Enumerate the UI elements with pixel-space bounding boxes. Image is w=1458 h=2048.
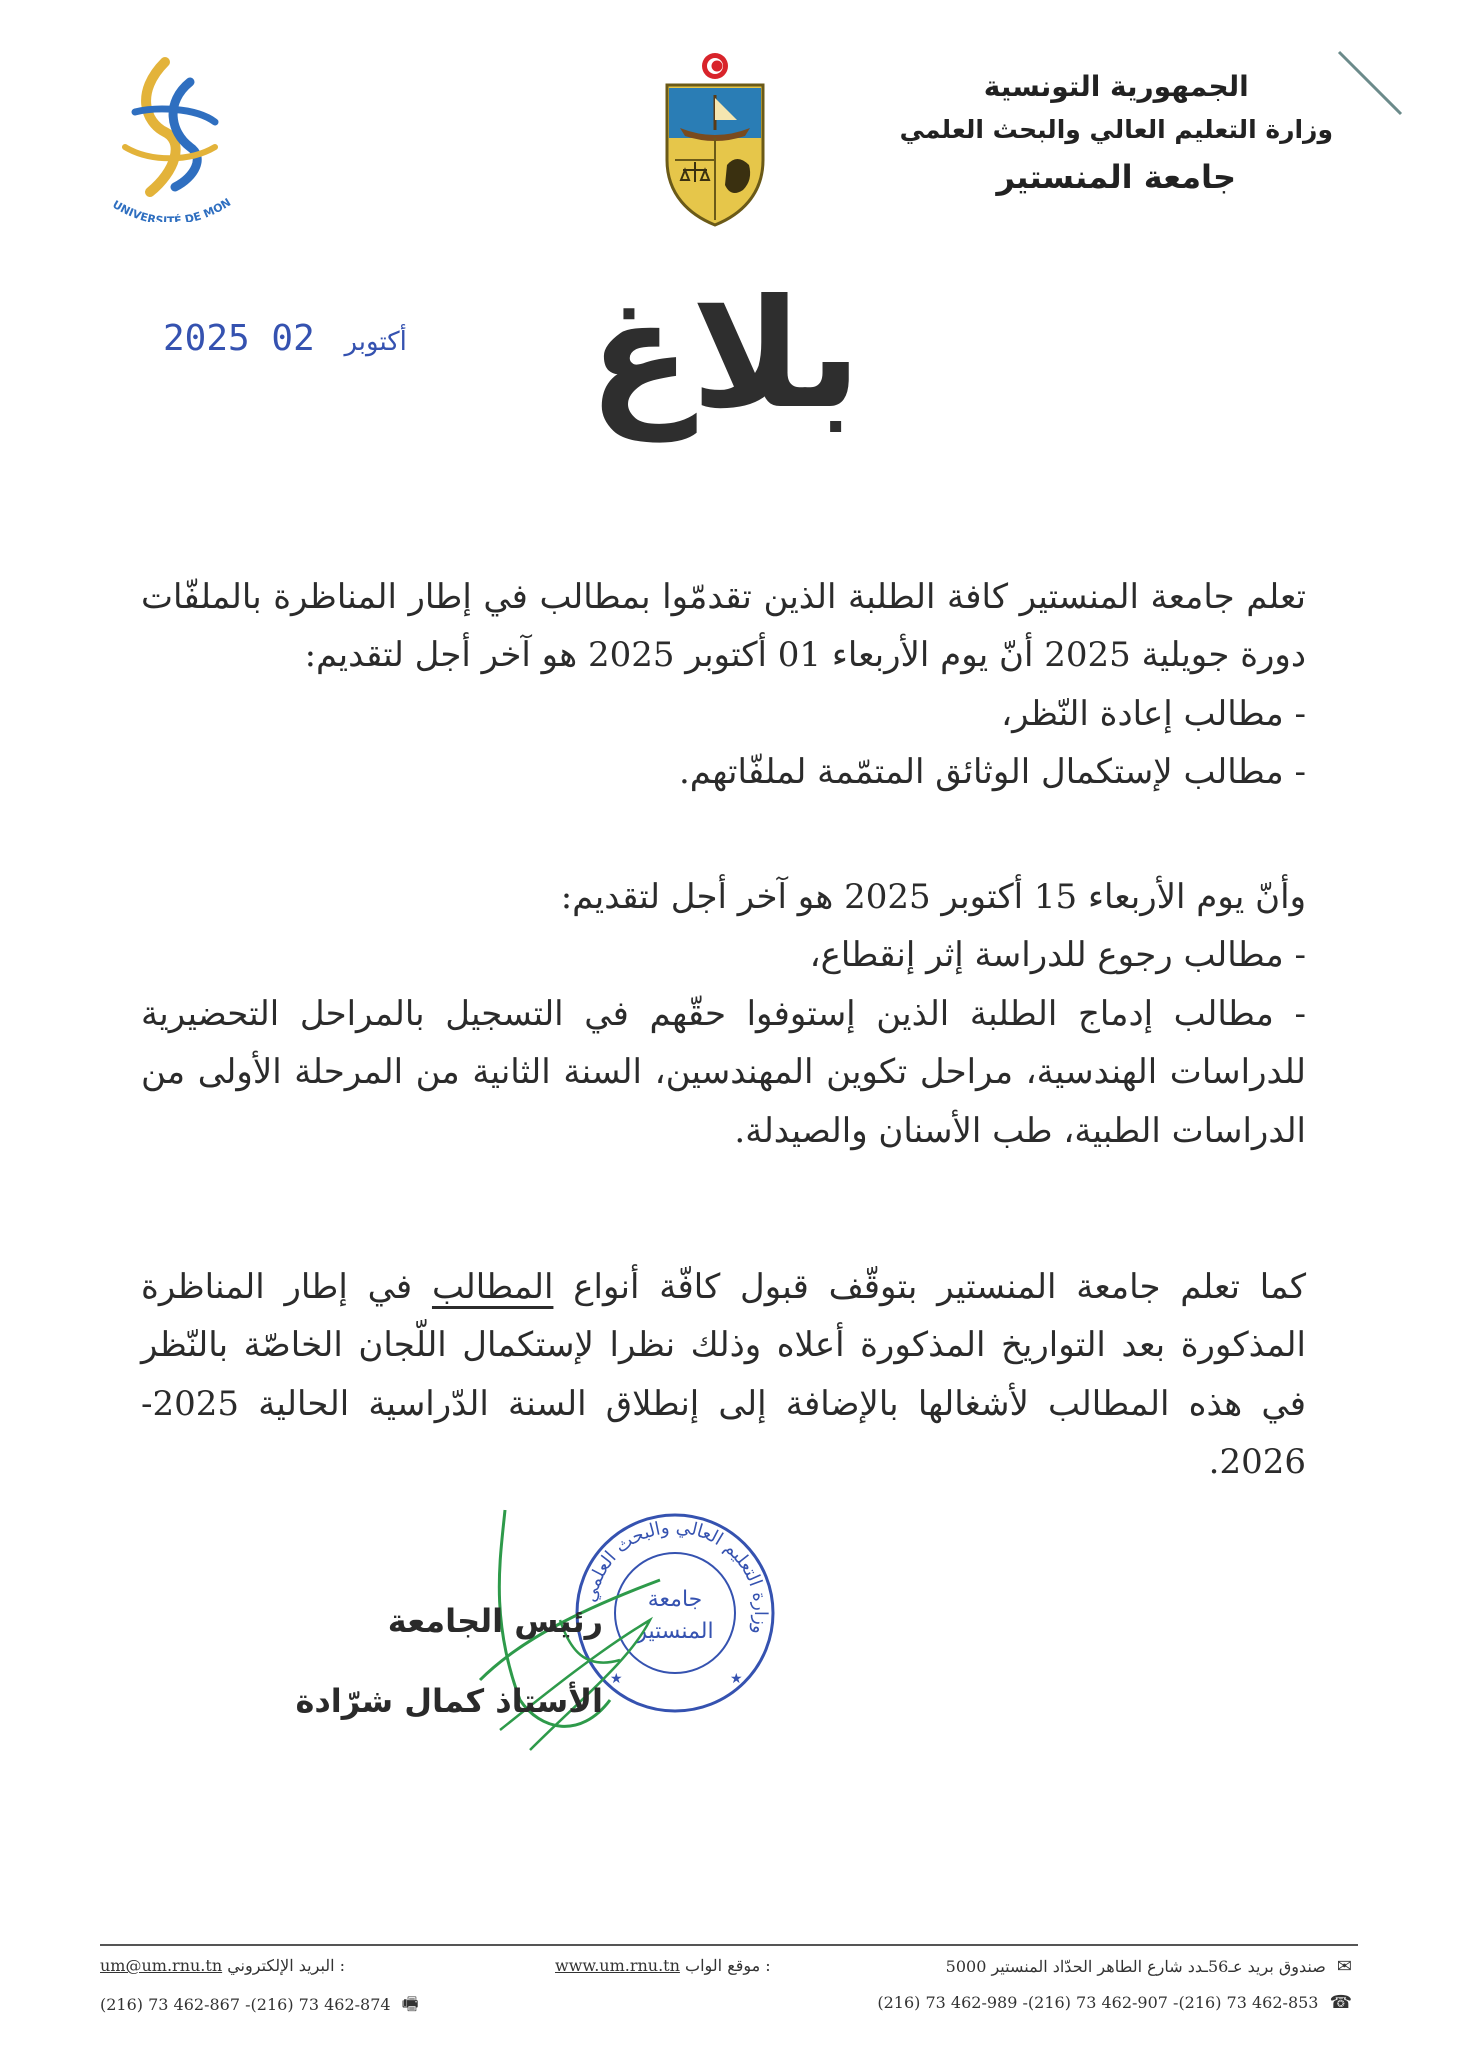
- corner-mark: [1335, 48, 1405, 118]
- header-republic: الجمهورية التونسية: [983, 70, 1249, 103]
- date-day: 02: [271, 318, 315, 359]
- signatory-title: رئيس الجامعة: [387, 1602, 603, 1640]
- list-item: - مطالب إعادة النّظر،: [1001, 693, 1306, 734]
- fax-icon: 🖷: [401, 1994, 419, 2015]
- closing-text-end: في إطار المناظرة المذكورة بعد التواريخ المذكورة أعلاه وذلك نظرا لإستكمال اللّجان الخاصّة بالنّظر في هذه المطالب لأشغالها بالإضافة إلى إنطلاق السنة الدّراسية الحالية 2025-2026.: [141, 1267, 1306, 1483]
- stamp-ring-text: وزارة التعليم العالي والبحث العلمي: [579, 1516, 772, 1637]
- footer-website-link[interactable]: www.um.rnu.tn: [555, 1956, 680, 1975]
- date-stamp: [163, 318, 415, 359]
- closing-underlined-word: المطالب: [431, 1267, 554, 1307]
- footer-address: [946, 1956, 1358, 1977]
- paragraph-intro: تعلم جامعة المنستير كافة الطلبة الذين تقدمّوا بمطالب في إطار المناظرة بالملفّات دورة جويلية 2025 أنّ يوم الأربعاء 01 أكتوبر 2025 هو آخر أجل لتقديم:: [141, 577, 1306, 676]
- paragraph-closing: [141, 1258, 1306, 1492]
- footer-email-link[interactable]: um@um.rnu.tn: [100, 1956, 223, 1975]
- closing-text-start: كما تعلم جامعة المنستير بتوقّف قبول كافّة أنواع: [573, 1267, 1307, 1307]
- date-year: 2025: [163, 318, 250, 359]
- list-item: - مطالب إدماج الطلبة الذين إستوفوا حقّهم في التسجيل بالمراحل التحضيرية للدراسات الهندسية، مراحل تكوين المهندسين، السنة الثانية من المرحلة الأولى من الدراسات الطبية، طب الأسنان والصيدلة.: [141, 993, 1306, 1151]
- footer-email: [100, 1956, 345, 1975]
- footer-address-text: صندوق بريد عـ56ـدد شارع الطاهر الحدّاد المنستير 5000: [945, 1957, 1326, 1976]
- footer-website-label: موقع الواب :: [685, 1956, 771, 1975]
- paragraph-deadline-1: [141, 568, 1306, 802]
- date-month: أكتوبر: [344, 327, 407, 357]
- header-block: [900, 70, 1333, 196]
- header-university: جامعة المنستير: [996, 158, 1237, 196]
- footer-fax: [100, 1992, 425, 2022]
- envelope-icon: ✉: [1336, 1956, 1352, 1977]
- footer-email-label: البريد الإلكتروني :: [227, 1956, 346, 1975]
- footer-phones-text: (216) 73 462-989 -(216) 73 462-907 -(216) 73 462-853: [877, 1993, 1319, 2012]
- footer-website: [555, 1956, 771, 1975]
- footer-fax-text: (216) 73 462-867 -(216) 73 462-874: [100, 1995, 391, 2014]
- svg-text:★: ★: [610, 1671, 623, 1687]
- footer-divider: [100, 1944, 1358, 1946]
- stamp-center-line1: جامعة: [647, 1587, 703, 1612]
- footer-phones: [877, 1992, 1358, 2013]
- telephone-icon: ☎: [1329, 1992, 1352, 2013]
- paragraph-intro: وأنّ يوم الأربعاء 15 أكتوبر 2025 هو آخر أجل لتقديم:: [560, 877, 1306, 917]
- logo-caption: UNIVERSITÉ DE MON: [110, 195, 234, 222]
- list-item: - مطالب لإستكمال الوثائق المتمّمة لملفّاتهم.: [678, 752, 1306, 793]
- list-item: - مطالب رجوع للدراسة إثر إنقطاع،: [809, 935, 1306, 976]
- coat-of-arms-emblem: [655, 50, 775, 230]
- page-title: بلاغ: [588, 268, 862, 442]
- paragraph-deadline-2: [141, 868, 1306, 1160]
- header-ministry: وزارة التعليم العالي والبحث العلمي: [899, 115, 1333, 144]
- signatory-name: الأستاذ كمال شرّادة: [295, 1682, 603, 1720]
- stamp-center-line2: المنستير: [636, 1619, 714, 1644]
- svg-text:★: ★: [730, 1671, 743, 1687]
- university-logo: [95, 52, 245, 222]
